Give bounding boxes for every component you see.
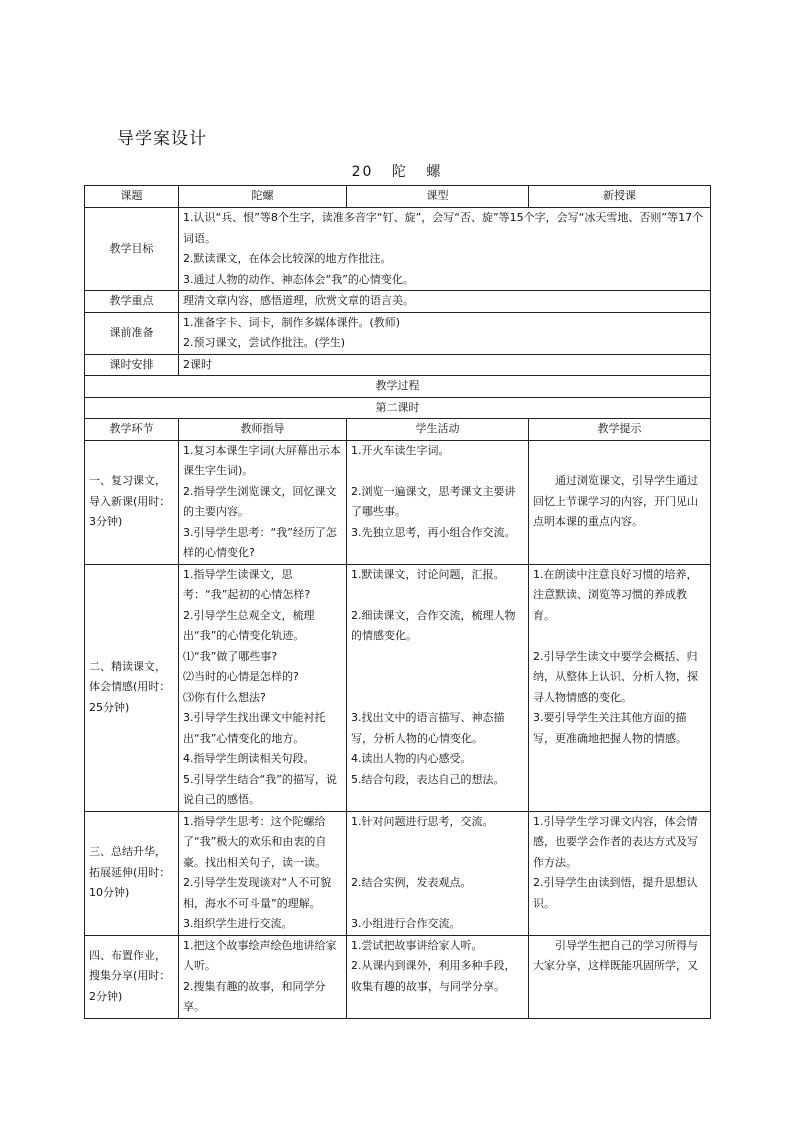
stage-cell: 四、布置作业，搜集分享(用时：2分钟) xyxy=(85,935,179,1018)
teacher-guidance-line: ⑵当时的心情是怎样的? xyxy=(183,670,299,683)
student-activity xyxy=(347,564,529,811)
objective-line: 3.通过人物的动作、神态体会“我”的心情变化。 xyxy=(183,272,414,286)
lesson-plan-table xyxy=(84,185,711,1019)
student-activity-line xyxy=(351,853,524,874)
preparation-line: 2.预习课文，尝试作批注。(学生) xyxy=(183,336,346,349)
teaching-tips xyxy=(529,811,711,935)
teacher-guidance-line: 3.引导学生思考：“我”经历了怎样的心情变化? xyxy=(183,525,337,559)
student-activity-line xyxy=(351,894,524,915)
objectives-content xyxy=(179,208,711,291)
student-activity-line xyxy=(351,647,524,668)
student-activity-line: 1.开火车读生字词。 xyxy=(351,443,450,457)
teacher-guidance-line: 1.把这个故事绘声绘色地讲给家人听。 xyxy=(183,938,337,972)
process-row xyxy=(85,935,711,1018)
teacher-guidance-line: 3.引导学生找出课文中能衬托出“我”心情变化的地方。 xyxy=(183,711,326,745)
student-activity-line: 3.找出文中的语言描写、神态描写，分析人物的心情变化。 xyxy=(351,711,505,745)
student-activity-line xyxy=(351,832,524,853)
teaching-tips-line: 1.引导学生学习课文内容，体会情感，也要学会作者的表达方式及写作方法。 xyxy=(533,814,698,869)
student-activity xyxy=(347,935,529,1018)
student-activity-line: 2.细读课文，合作交流，梳理人物的情感变化。 xyxy=(351,608,516,642)
student-activity xyxy=(347,440,529,564)
period-title: 第二课时 xyxy=(85,397,711,419)
student-activity-line xyxy=(351,667,524,688)
preparation-content xyxy=(179,312,711,354)
schedule-value: 2课时 xyxy=(179,354,711,376)
teacher-guidance-line: 2.引导学生发现谈对“人不可貌相，海水不可斗量”的理解。 xyxy=(183,876,332,910)
teacher-guidance xyxy=(179,811,347,935)
teaching-tips xyxy=(529,564,711,811)
teacher-guidance-line: 2.搜集有趣的故事，和同学分享。 xyxy=(183,979,326,1013)
preparation-label: 课前准备 xyxy=(85,312,179,354)
student-activity-line: 4.读出人物的内心感受。 xyxy=(351,752,472,765)
process-row xyxy=(85,440,711,564)
key-points-label: 教学重点 xyxy=(85,291,179,313)
subject-value: 陀螺 xyxy=(179,186,347,208)
student-activity-line: 2.结合实例，发表观点。 xyxy=(351,876,472,889)
lesson-title-char: 螺 xyxy=(426,164,443,180)
schedule-row xyxy=(85,354,711,376)
subject-label: 课题 xyxy=(85,186,179,208)
process-row xyxy=(85,564,711,811)
type-value: 新授课 xyxy=(529,186,711,208)
teacher-guidance xyxy=(179,440,347,564)
teacher-guidance-line: ⑴“我”做了哪些事? xyxy=(183,649,278,663)
objective-line: 1.认识“兵、恨”等8个生字，读准多音字“钉、旋”，会写“否、旋”等15个字，会写“冰天雪地、否则”等17个词语。 xyxy=(183,211,704,245)
teaching-tips-line: 2.引导学生由读到悟，提升思想认识。 xyxy=(533,876,698,910)
student-activity-line: 3.先独立思考，再小组合作交流。 xyxy=(351,525,516,539)
teaching-tips-line: 引导学生把自己的学习所得与大家分享，这样既能巩固所学，又 xyxy=(533,938,698,972)
column-header: 学生活动 xyxy=(347,419,529,441)
teaching-tips-line: 3.要引导学生关注其他方面的描写，更准确地把握人物的情感。 xyxy=(533,711,687,745)
process-row xyxy=(85,811,711,935)
student-activity-line xyxy=(351,461,524,482)
teacher-guidance-line: 4.指导学生朗读相关句段。 xyxy=(183,752,315,765)
teacher-guidance-line: ⑶你有什么想法? xyxy=(183,690,266,704)
teacher-guidance-line: 1.指导学生读课文，思考：“我”起初的心情怎样? xyxy=(183,567,311,601)
process-title: 教学过程 xyxy=(85,376,711,398)
key-points-row xyxy=(85,291,711,313)
period-title-row xyxy=(85,397,711,419)
teaching-tips-line xyxy=(533,626,706,647)
teacher-guidance-line: 3.组织学生进行交流。 xyxy=(183,917,293,930)
student-activity-line: 2.从课内到课外，利用多种手段，收集有趣的故事，与同学分享。 xyxy=(351,959,516,993)
student-activity-line: 1.针对问题进行思考，交流。 xyxy=(351,814,494,828)
process-title-row xyxy=(85,376,711,398)
objectives-row xyxy=(85,208,711,291)
process-rows xyxy=(85,440,711,1018)
teacher-guidance-line: 1.复习本课生字词(大屏幕出示本课生字生词)。 xyxy=(183,443,341,477)
teacher-guidance xyxy=(179,935,347,1018)
stage-cell: 三、总结升华，拓展延伸(用时：10分钟) xyxy=(85,811,179,935)
student-activity-line: 1.尝试把故事讲给家人听。 xyxy=(351,938,483,952)
teaching-tips-line: 1.在朗读中注意良好习惯的培养，注意默读、浏览等习惯的养成教育。 xyxy=(533,567,698,622)
lesson-number: 20 xyxy=(351,164,374,180)
lesson-title xyxy=(0,161,794,181)
column-header: 教师指导 xyxy=(179,419,347,441)
student-activity-line: 5.结合句段，表达自己的想法。 xyxy=(351,772,505,786)
teacher-guidance xyxy=(179,564,347,811)
objectives-label: 教学目标 xyxy=(85,208,179,291)
teaching-tips-line: 通过浏览课文，引导学生通过回忆上节课学习的内容，开门见山点明本课的重点内容。 xyxy=(533,474,698,529)
student-activity-line xyxy=(351,585,524,606)
schedule-label: 课时安排 xyxy=(85,354,179,376)
key-points-value: 理清文章内容，感悟道理，欣赏文章的语言美。 xyxy=(179,291,711,313)
student-activity xyxy=(347,811,529,935)
stage-cell: 二、精读课文，体会情感(用时：25分钟) xyxy=(85,564,179,811)
student-activity-line xyxy=(351,688,524,709)
preparation-row xyxy=(85,312,711,354)
lesson-title-char: 陀 xyxy=(391,164,408,180)
teacher-guidance-line: 2.引导学生总观全文，梳理出“我”的心情变化轨迹。 xyxy=(183,608,315,642)
student-activity-line: 3.小组进行合作交流。 xyxy=(351,917,461,930)
column-header-row xyxy=(85,419,711,441)
stage-cell: 一、复习课文，导入新课(用时：3分钟) xyxy=(85,440,179,564)
column-header: 教学环节 xyxy=(85,419,179,441)
subject-row xyxy=(85,186,711,208)
teacher-guidance-line: 1.指导学生思考：这个陀螺给了“我”极大的欢乐和由衷的自豪。找出相关句子，读一读。 xyxy=(183,814,327,869)
document-title: 导学案设计 xyxy=(117,129,207,149)
teaching-tips xyxy=(529,440,711,564)
preparation-line: 1.准备字卡、词卡，制作多媒体课件。(教师) xyxy=(183,315,401,329)
type-label: 课型 xyxy=(347,186,529,208)
teacher-guidance-line: 2.指导学生浏览课文，回忆课文的主要内容。 xyxy=(183,484,337,518)
column-header: 教学提示 xyxy=(529,419,711,441)
objective-line: 2.默读课文，在体会比较深的地方作批注。 xyxy=(183,252,392,265)
teaching-tips-line: 2.引导学生读文中要学会概括、归纳，从整体上认识、分析人物，探寻人物情感的变化。 xyxy=(533,649,698,704)
teacher-guidance-line: 5.引导学生结合“我”的描写，说说自己的感悟。 xyxy=(183,772,337,806)
student-activity-line: 1.默读课文，讨论问题，汇报。 xyxy=(351,567,505,581)
student-activity-line: 2.浏览一遍课文，思考课文主要讲了哪些事。 xyxy=(351,484,516,518)
teaching-tips xyxy=(529,935,711,1018)
